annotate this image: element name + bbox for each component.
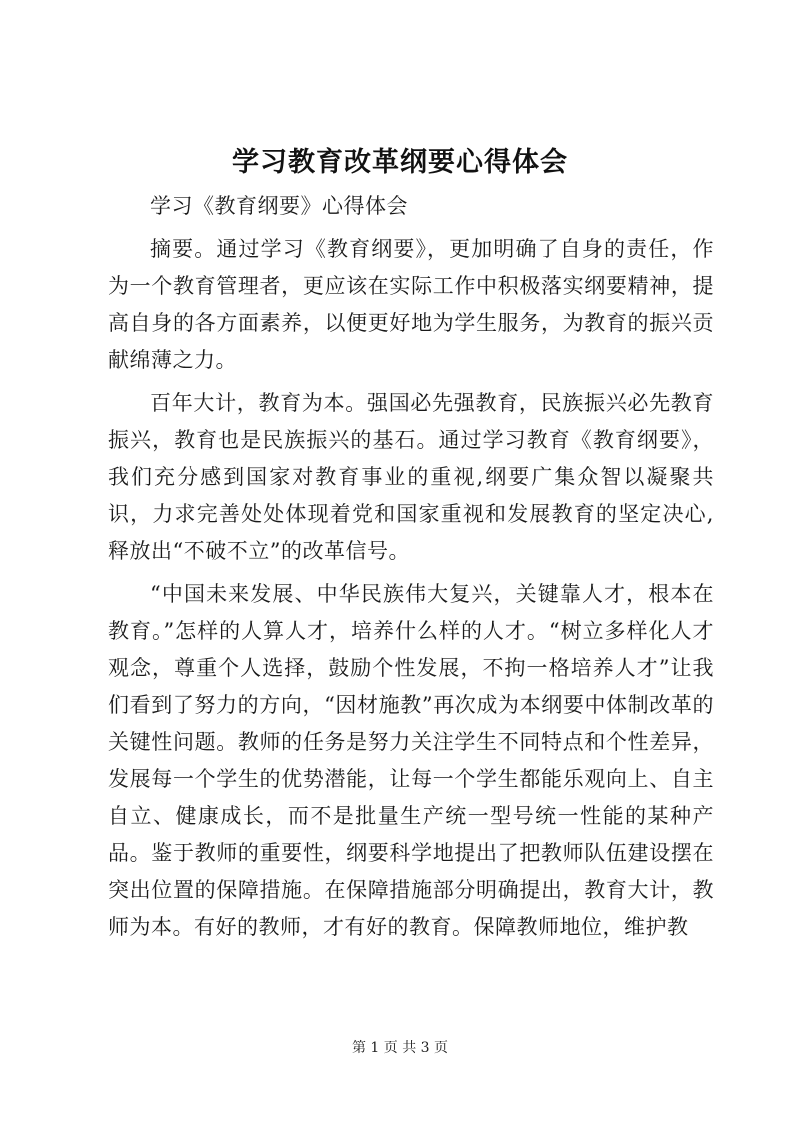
- body-paragraph: “中国未来发展、中华民族伟大复兴，关键靠人才，根本在教育。”怎样的人算人才，培养什么样的人才。“树立多样化人才观念，尊重个人选择，鼓励个性发展，不拘一格培养人才”让我们看到了努力的方向，“因材施教”再次成为本纲要中体制改革的关键性问题。教师的任务是努力关注学生不同特点和个性差异，发展每一个学生的优势潜能，让每一个学生都能乐观向上、自主自立、健康成长，而不是批量生产统一型号统一性能的某种产品。鉴于教师的重要性，纲要科学地提出了把教师队伍建设摆在突出位置的保障措施。在保障措施部分明确提出，教育大计，教师为本。有好的教师，才有好的教育。保障教师地位，维护教: [108, 582, 714, 939]
- abstract-paragraph: 摘要。通过学习《教育纲要》，更加明确了自身的责任，作为一个教育管理者，更应该在实际工作中积极落实纲要精神，提高自身的各方面素养，以便更好地为学生服务，为教育的振兴贡献绵薄之力。: [108, 237, 714, 372]
- page-footer: 第 1 页 共 3 页: [351, 1040, 449, 1056]
- document-title: 学习教育改革纲要心得体会: [232, 147, 568, 178]
- document-body: [108, 188, 714, 952]
- subtitle-paragraph: 学习《教育纲要》心得体会: [150, 194, 408, 218]
- body-paragraph: 百年大计，教育为本。强国必先强教育，民族振兴必先教育振兴，教育也是民族振兴的基石。通过学习教育《教育纲要》，我们充分感到国家对教育事业的重视,纲要广集众智以凝聚共识，力求完善处处体现着党和国家重视和发展教育的坚定决心,释放出“不破不立”的改革信号。: [108, 391, 714, 563]
